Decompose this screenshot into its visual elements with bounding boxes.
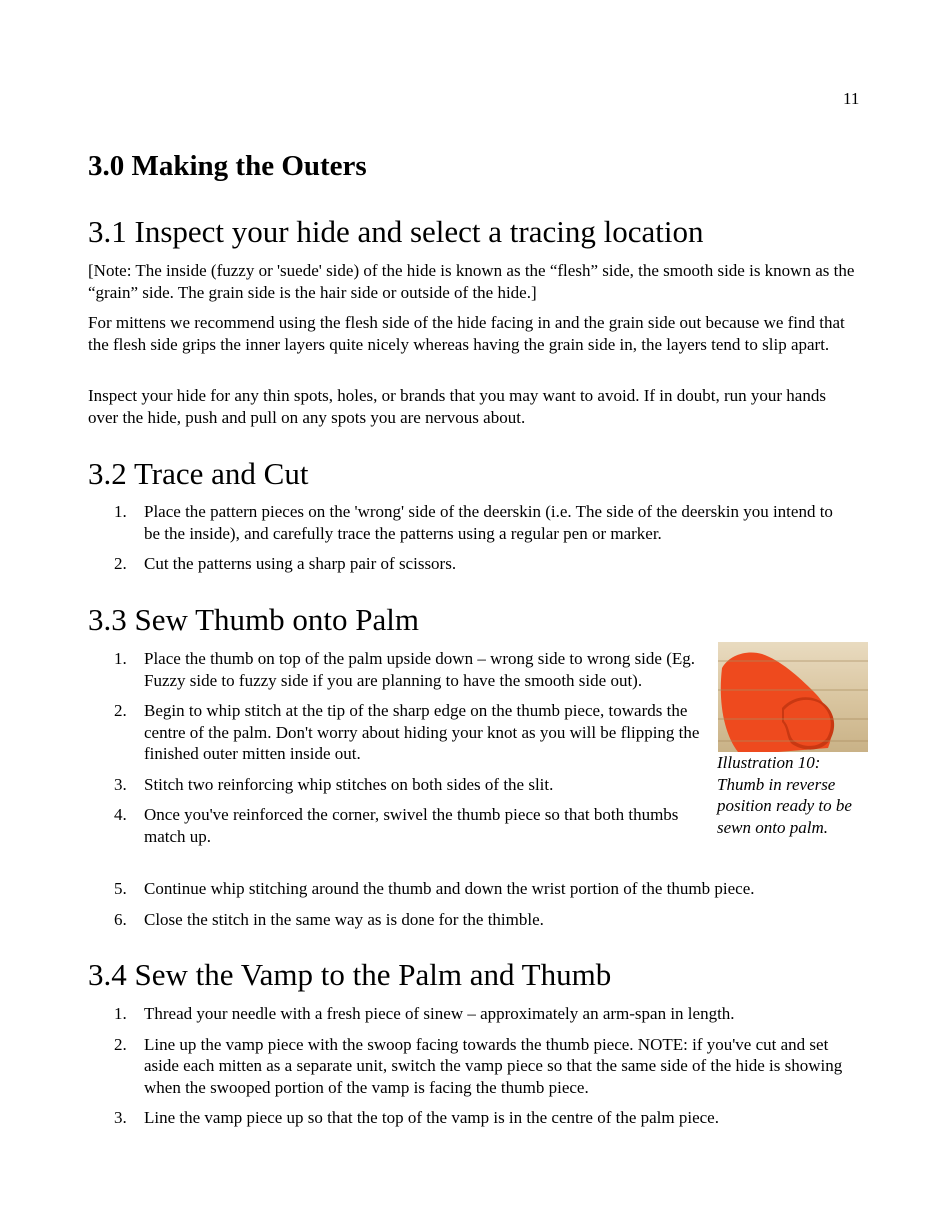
- list-item: [88, 1107, 853, 1129]
- list-item-text: Stitch two reinforcing whip stitches on both sides of the slit.: [144, 774, 554, 794]
- list-item-text: Place the pattern pieces on the 'wrong' side of the deerskin (i.e. The side of the deerskin you intend to be the inside), and carefully trace the patterns using a regular pen or marker.: [144, 502, 833, 543]
- list-item-number: 1.: [114, 1004, 127, 1023]
- list-item-text: Once you've reinforced the corner, swivel the thumb piece so that both thumbs match up.: [144, 805, 679, 846]
- heading-3-2: 3.2 Trace and Cut: [88, 456, 309, 491]
- list-item-number: 3.: [114, 1108, 127, 1127]
- mitten-pieces-image: [718, 642, 868, 752]
- list-item-number: 2.: [114, 554, 127, 573]
- list-item-number: 1.: [114, 649, 127, 668]
- heading-3-1: 3.1 Inspect your hide and select a tracing location: [88, 214, 704, 249]
- paragraph-flesh-side: For mittens we recommend using the flesh side of the hide facing in and the grain side out because we find that the flesh side grips the inner layers quite nicely whereas having the grain side in, the layers tend to slip apart.: [88, 313, 845, 354]
- list-trace-cut: [88, 501, 848, 584]
- list-item-text: Cut the patterns using a sharp pair of scissors.: [144, 554, 457, 573]
- figure-caption: Illustration 10: Thumb in reverse position ready to be sewn onto palm.: [717, 753, 852, 837]
- list-item-text: Place the thumb on top of the palm upside down – wrong side to wrong side (Eg. Fuzzy side to fuzzy side if you are planning to have the smooth side out).: [144, 649, 695, 690]
- list-item-number: 2.: [114, 701, 127, 720]
- list-item: [88, 774, 718, 796]
- illustration-thumb-on-palm: [718, 642, 868, 752]
- heading-3-4: 3.4 Sew the Vamp to the Palm and Thumb: [88, 957, 612, 992]
- list-item: [88, 700, 718, 765]
- list-item: [88, 648, 718, 691]
- list-item-text: Thread your needle with a fresh piece of sinew – approximately an arm-span in length.: [144, 1004, 735, 1023]
- list-item: [88, 501, 848, 544]
- list-sew-vamp: [88, 1003, 853, 1138]
- section-title-making-outers: 3.0 Making the Outers: [88, 150, 367, 182]
- list-item-number: 6.: [114, 909, 127, 929]
- page-number: 11: [843, 89, 860, 108]
- list-item: [88, 553, 848, 575]
- list-item-text: Begin to whip stitch at the tip of the sharp edge on the thumb piece, towards the centre of the palm. Don't worry about hiding your knot as you will be flipping the finished outer mitten inside out.: [144, 701, 700, 763]
- list-sew-thumb: [88, 648, 718, 856]
- list-item-number: 3.: [114, 774, 127, 794]
- list-item-number: 5.: [114, 879, 127, 898]
- list-item: [88, 1034, 853, 1099]
- list-item-number: 4.: [114, 805, 127, 824]
- list-item-number: 1.: [114, 502, 127, 521]
- list-item: [88, 909, 848, 931]
- list-item: [88, 878, 848, 900]
- list-item-text: Line up the vamp piece with the swoop facing towards the thumb piece. NOTE: if you've cut and set aside each mitten as a separate unit, switch the vamp piece so that the same side of the hide is showing when the swooped portion of the vamp is facing the thumb piece.: [144, 1034, 843, 1097]
- list-item-text: Line the vamp piece up so that the top of the vamp is in the centre of the palm piece.: [144, 1108, 719, 1127]
- list-item: [88, 804, 718, 847]
- list-item: [88, 1003, 853, 1025]
- paragraph-inspect: Inspect your hide for any thin spots, holes, or brands that you may want to avoid. If in doubt, run your hands over the hide, push and pull on any spots you are nervous about.: [88, 386, 826, 427]
- heading-3-3: 3.3 Sew Thumb onto Palm: [88, 602, 419, 637]
- list-item-number: 2.: [114, 1034, 127, 1054]
- list-sew-thumb-continued: [88, 878, 848, 939]
- list-item-text: Continue whip stitching around the thumb and down the wrist portion of the thumb piece.: [144, 879, 755, 898]
- paragraph-note: [Note: The inside (fuzzy or 'suede' side) of the hide is known as the “flesh” side, the smooth side is known as the “grain” side. The grain side is the hair side or outside of the hide.]: [88, 261, 855, 302]
- list-item-text: Close the stitch in the same way as is done for the thimble.: [144, 909, 544, 929]
